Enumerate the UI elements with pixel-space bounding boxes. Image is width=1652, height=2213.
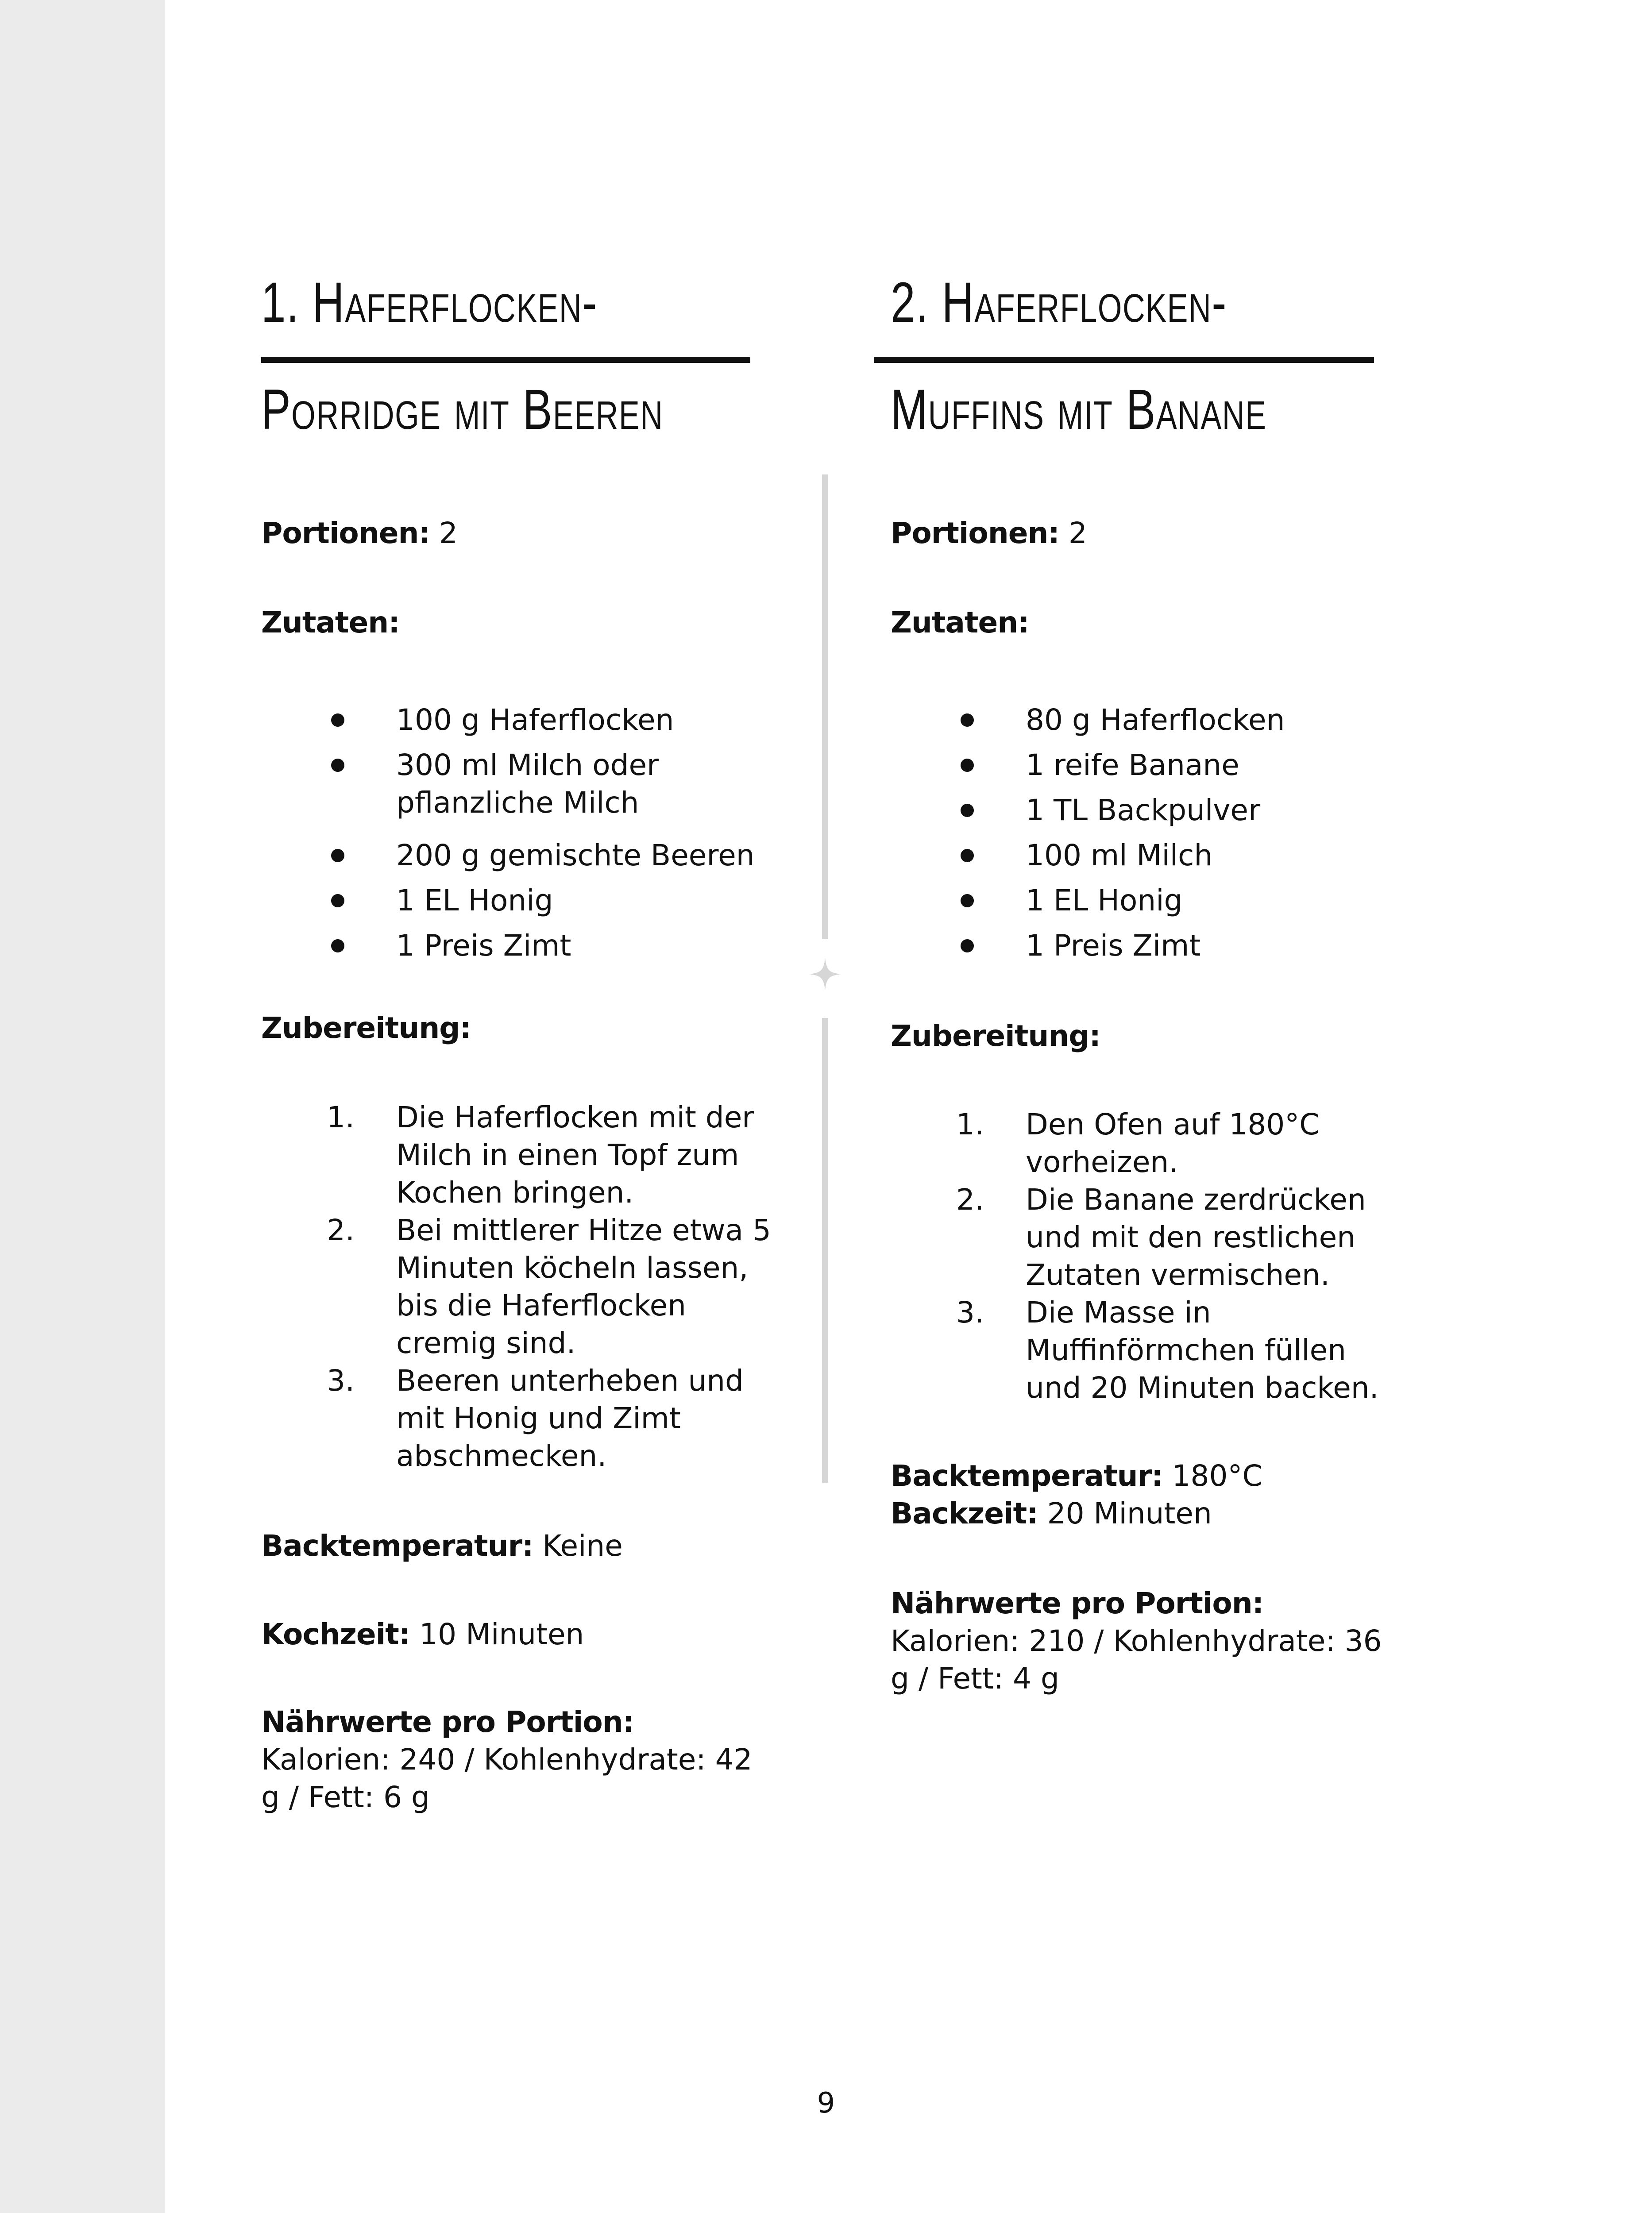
column-divider-bottom: [822, 1018, 828, 1483]
step-number: 3.: [956, 1295, 984, 1330]
bullet-icon: [331, 894, 344, 907]
page-number-text: 9: [817, 2087, 835, 2120]
bullet-icon: [961, 713, 974, 727]
temperature-row: [891, 1457, 1263, 1495]
nutrition-heading: [261, 1703, 634, 1741]
baking-time-label: Backzeit:: [891, 1496, 1038, 1531]
nutrition-line: Kalorien: 240 / Kohlenhydrate: 42: [261, 1743, 753, 1777]
cooking-time-label: Kochzeit:: [261, 1617, 410, 1651]
temperature-value: 180°C: [1162, 1459, 1263, 1493]
step-line: Zutaten vermischen.: [1026, 1258, 1330, 1292]
title-underline: [261, 357, 750, 363]
ingredient-item: 1 Preis Zimt: [1026, 929, 1201, 963]
column-divider-top: [822, 474, 828, 939]
step-line: vorheizen.: [1026, 1145, 1178, 1179]
sparkle-icon: [809, 958, 841, 991]
cooking-time-row: [261, 1615, 584, 1654]
step-number: 3.: [327, 1364, 355, 1398]
ingredients-heading: [261, 604, 400, 642]
bullet-icon: [961, 894, 974, 907]
servings-label: Portionen:: [891, 516, 1059, 550]
servings-label: Portionen:: [261, 516, 430, 550]
page-margin-strip: [0, 0, 165, 2213]
step-line: Muffinförmchen füllen: [1026, 1333, 1347, 1367]
servings: [891, 514, 1087, 552]
bullet-icon: [961, 804, 974, 817]
step-line: bis die Haferflocken: [396, 1288, 687, 1322]
bullet-icon: [331, 759, 344, 772]
recipe-title-line-1: 1. Haferflocken-: [261, 271, 598, 334]
title-underline: [874, 357, 1374, 363]
step-line: Die Haferflocken mit der: [396, 1100, 754, 1134]
ingredient-item: 1 EL Honig: [396, 883, 553, 918]
step-line: Beeren unterheben und: [396, 1364, 744, 1398]
step-number: 1.: [956, 1107, 984, 1141]
ingredient-item: 1 TL Backpulver: [1026, 793, 1261, 827]
nutrition-line: Kalorien: 210 / Kohlenhydrate: 36: [891, 1624, 1382, 1658]
step-line: Den Ofen auf 180°C: [1026, 1107, 1320, 1141]
step-line: und 20 Minuten backen.: [1026, 1371, 1379, 1405]
servings-value: 2: [429, 516, 458, 550]
step-line: Minuten köcheln lassen,: [396, 1251, 749, 1285]
step-line: Die Banane zerdrücken: [1026, 1183, 1366, 1217]
ingredient-item: 80 g Haferflocken: [1026, 703, 1285, 737]
bullet-icon: [961, 759, 974, 772]
step-line: Bei mittlerer Hitze etwa 5: [396, 1213, 771, 1247]
ingredients-label: Zutaten:: [261, 605, 400, 640]
step-line: mit Honig und Zimt: [396, 1401, 681, 1435]
step-line: Milch in einen Topf zum: [396, 1138, 739, 1172]
bullet-icon: [331, 939, 344, 952]
preparation-heading: [891, 1017, 1100, 1055]
ingredient-item-continued: pflanzliche Milch: [396, 786, 639, 820]
nutrition-line: g / Fett: 4 g: [891, 1662, 1059, 1696]
step-line: Die Masse in: [1026, 1295, 1211, 1330]
cooking-time-value: 10 Minuten: [410, 1617, 584, 1651]
ingredient-item: 100 ml Milch: [1026, 838, 1213, 872]
servings: [261, 514, 458, 552]
step-line: und mit den restlichen: [1026, 1220, 1356, 1254]
ingredient-item: 200 g gemischte Beeren: [396, 838, 755, 872]
step-line: cremig sind.: [396, 1326, 576, 1360]
step-line: Kochen bringen.: [396, 1176, 634, 1210]
bullet-icon: [961, 849, 974, 862]
recipe-title-line-2: Muffins mit Banane: [891, 378, 1267, 441]
bullet-icon: [961, 939, 974, 952]
bullet-icon: [331, 713, 344, 727]
ingredient-item: 1 EL Honig: [1026, 883, 1183, 918]
ingredient-item: 300 ml Milch oder: [396, 748, 659, 782]
nutrition-line: g / Fett: 6 g: [261, 1780, 430, 1814]
temperature-row: [261, 1527, 623, 1565]
step-number: 1.: [327, 1100, 355, 1134]
step-number: 2.: [956, 1183, 984, 1217]
recipe-title-line-2: Porridge mit Beeren: [261, 378, 664, 441]
ingredient-item: 100 g Haferflocken: [396, 703, 674, 737]
preparation-label: Zubereitung:: [891, 1019, 1100, 1053]
nutrition-heading: [891, 1585, 1263, 1623]
baking-time-value: 20 Minuten: [1038, 1496, 1212, 1531]
bullet-icon: [331, 849, 344, 862]
step-number: 2.: [327, 1213, 355, 1247]
nutrition-label: Nährwerte pro Portion:: [261, 1705, 634, 1739]
preparation-heading: [261, 1009, 471, 1047]
temperature-label: Backtemperatur:: [891, 1459, 1163, 1493]
recipe-title-line-1: 2. Haferflocken-: [891, 271, 1227, 334]
preparation-label: Zubereitung:: [261, 1011, 471, 1045]
baking-time-row: [891, 1495, 1212, 1533]
servings-value: 2: [1059, 516, 1087, 550]
temperature-label: Backtemperatur:: [261, 1529, 533, 1563]
nutrition-label: Nährwerte pro Portion:: [891, 1586, 1264, 1620]
ingredient-item: 1 Preis Zimt: [396, 929, 571, 963]
ingredient-item: 1 reife Banane: [1026, 748, 1239, 782]
step-line: abschmecken.: [396, 1439, 607, 1473]
ingredients-label: Zutaten:: [891, 605, 1029, 640]
temperature-value: Keine: [533, 1529, 623, 1563]
page-number: [0, 2086, 1652, 2121]
ingredients-heading: [891, 604, 1029, 642]
